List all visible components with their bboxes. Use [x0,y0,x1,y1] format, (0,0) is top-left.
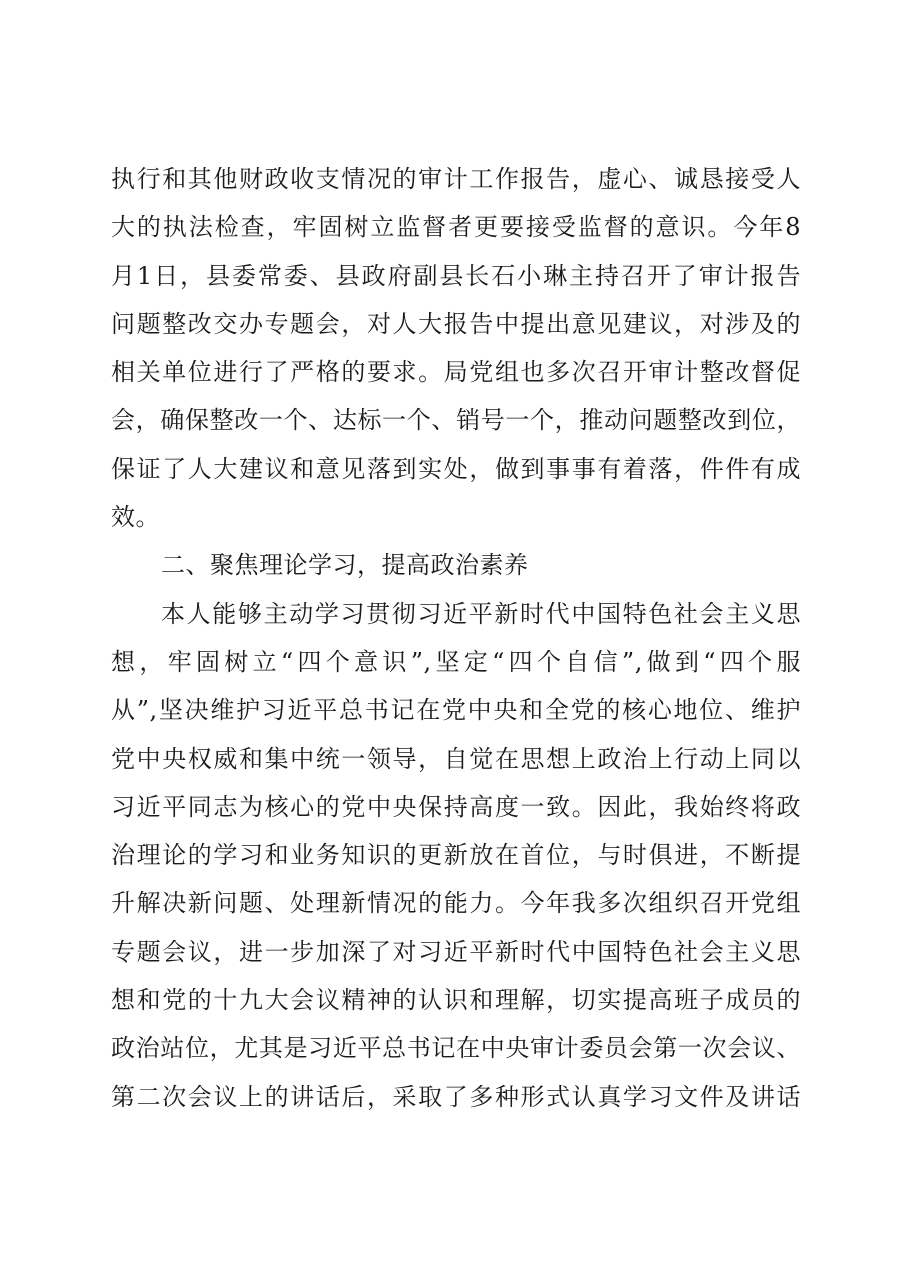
text-line: 想，牢固树立“四个意识”,坚定“四个自信”,做到“四个服 [111,647,801,676]
text-line: 效。 [111,503,160,532]
text-line: 从”,坚决维护习近平总书记在党中央和全党的核心地位、维护 [111,696,801,725]
text-line: 升解决新问题、处理新情况的能力。今年我多次组织召开党组 [111,889,801,918]
text-line: 想和党的十九大会议精神的认识和理解，切实提高班子成员的 [111,986,801,1015]
text-line: 执行和其他财政收支情况的审计工作报告，虚心、诚恳接受人 [111,165,801,193]
text-line: 保证了人大建议和意见落到实处，做到事事有着落，件件有成 [111,454,801,483]
text-line: 相关单位进行了严格的要求。局党组也多次召开审计整改督促 [111,358,801,387]
text-line: 专题会议，进一步加深了对习近平新时代中国特色社会主义思 [111,937,801,966]
text-line: 会，确保整改一个、达标一个、销号一个，推动问题整改到位， [111,406,801,435]
text-line: 月1日，县委常委、县政府副县长石小琳主持召开了审计报告 [111,261,801,290]
text-line: 党中央权威和集中统一领导，自觉在思想上政治上行动上同以 [111,744,801,773]
body-text [111,155,801,1121]
text-line: 治理论的学习和业务知识的更新放在首位，与时俱进，不断提 [111,841,801,870]
text-line: 政治站位，尤其是习近平总书记在中央审计委员会第一次会议、 [111,1034,801,1063]
text-line: 习近平同志为核心的党中央保持高度一致。因此，我始终将政 [111,792,801,821]
text-line: 第二次会议上的讲话后，采取了多种形式认真学习文件及讲话 [111,1082,801,1111]
section-heading: 二、聚焦理论学习，提高政治素养 [161,551,529,580]
text-line: 问题整改交办专题会，对人大报告中提出意见建议，对涉及的 [111,309,801,338]
text-line: 本人能够主动学习贯彻习近平新时代中国特色社会主义思 [161,599,801,628]
text-line: 大的执法检查，牢固树立监督者更要接受监督的意识。今年8 [111,213,801,242]
